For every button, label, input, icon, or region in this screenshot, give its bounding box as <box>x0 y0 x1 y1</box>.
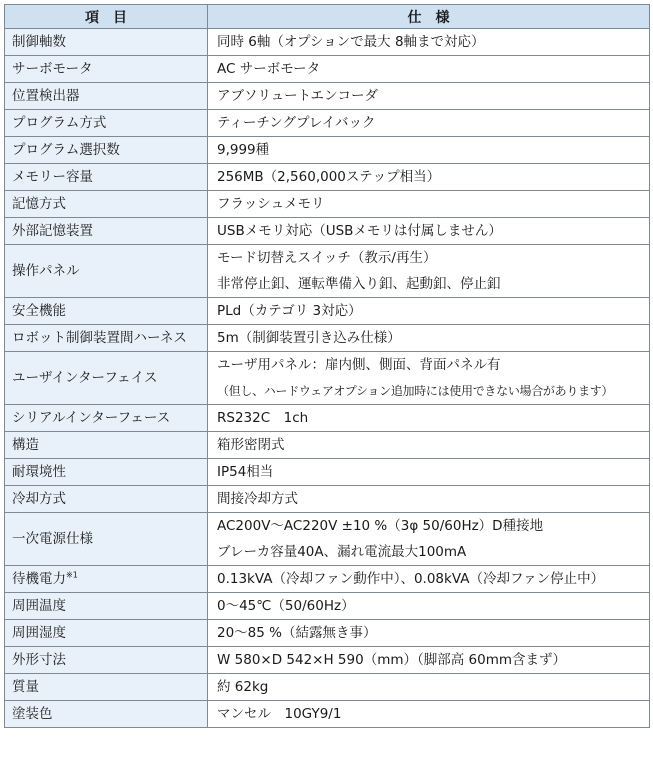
row-label: 待機電力 <box>12 571 66 587</box>
row-value-cell <box>208 513 650 566</box>
row-value-cell <box>208 593 650 620</box>
table-row <box>5 486 650 513</box>
row-value-cell <box>208 405 650 432</box>
row-label: サーボモータ <box>12 61 93 77</box>
row-value-cell <box>208 191 650 218</box>
row-label: 操作パネル <box>12 263 80 279</box>
table-row <box>5 298 650 325</box>
row-value-line: ブレーカ容量40A、漏れ電流最大100mA <box>217 544 467 560</box>
row-value-cell <box>208 137 650 164</box>
table-row <box>5 513 650 566</box>
row-label: 記憶方式 <box>12 196 66 212</box>
row-label: メモリー容量 <box>12 169 93 185</box>
row-label-cell <box>5 566 208 593</box>
table-row <box>5 593 650 620</box>
table-row <box>5 352 650 405</box>
row-value-line: IP54相当 <box>217 464 274 480</box>
row-value-cell <box>208 486 650 513</box>
row-label: ユーザインターフェイス <box>12 370 158 386</box>
row-label-cell <box>5 56 208 83</box>
table-row <box>5 83 650 110</box>
table-row <box>5 405 650 432</box>
row-label-cell <box>5 325 208 352</box>
row-value-line: PLd（カテゴリ 3対応） <box>217 303 362 319</box>
row-label-cell <box>5 83 208 110</box>
row-value-line: 5m（制御装置引き込み仕様） <box>217 330 401 346</box>
column-header-item: 項 目 <box>5 5 208 29</box>
row-label: 外部記憶装置 <box>12 223 93 239</box>
row-label-cell <box>5 513 208 566</box>
row-value-line: USBメモリ対応（USBメモリは付属しません） <box>217 223 502 239</box>
row-value-line: ティーチングプレイバック <box>217 115 376 131</box>
table-row <box>5 191 650 218</box>
row-label: 質量 <box>12 679 39 695</box>
row-label: 耐環境性 <box>12 464 66 480</box>
row-label: 外形寸法 <box>12 652 66 668</box>
row-value-line: ユーザ用パネル：扉内側、側面、背面パネル有 <box>217 357 501 373</box>
row-label: 制御軸数 <box>12 34 66 50</box>
row-value-line: W 580×D 542×H 590（mm）（脚部高 60mm含まず） <box>217 652 567 668</box>
row-value-cell <box>208 298 650 325</box>
row-label: ロボット制御装置間ハーネス <box>12 330 187 346</box>
row-label-cell <box>5 405 208 432</box>
row-value-cell <box>208 29 650 56</box>
row-label-cell <box>5 352 208 405</box>
row-label-cell <box>5 432 208 459</box>
row-value-line: AC200V～AC220V ±10 %（3φ 50/60Hz）D種接地 <box>217 518 544 534</box>
table-row <box>5 29 650 56</box>
row-value-line: アブソリュートエンコーダ <box>217 88 379 104</box>
table-row <box>5 164 650 191</box>
table-row <box>5 325 650 352</box>
row-value-line: 9,999種 <box>217 142 270 158</box>
row-value-line: 256MB（2,560,000ステップ相当） <box>217 169 441 185</box>
row-value-cell <box>208 83 650 110</box>
row-value-cell <box>208 432 650 459</box>
row-label-cell <box>5 110 208 137</box>
row-value-cell <box>208 56 650 83</box>
row-label: プログラム方式 <box>12 115 107 131</box>
table-row <box>5 459 650 486</box>
row-label-cell <box>5 647 208 674</box>
row-label-cell <box>5 29 208 56</box>
table-row <box>5 245 650 298</box>
row-value-line: RS232C 1ch <box>217 410 309 426</box>
row-label: 冷却方式 <box>12 491 66 507</box>
row-label-cell <box>5 701 208 728</box>
row-value-cell <box>208 701 650 728</box>
row-value-cell <box>208 566 650 593</box>
row-value-cell <box>208 325 650 352</box>
row-value-line: 非常停止釦、運転準備入り釦、起動釦、停止釦 <box>217 276 501 292</box>
row-value-cell <box>208 647 650 674</box>
row-value-line: AC サーボモータ <box>217 61 321 77</box>
row-label-cell <box>5 164 208 191</box>
row-label-cell <box>5 593 208 620</box>
table-row <box>5 701 650 728</box>
row-label: 周囲温度 <box>12 598 66 614</box>
footnote-marker: ※1 <box>66 570 78 580</box>
row-label: 周囲湿度 <box>12 625 66 641</box>
row-value-line: モード切替えスイッチ（教示/再生） <box>217 250 437 266</box>
row-label: プログラム選択数 <box>12 142 120 158</box>
row-label-cell <box>5 486 208 513</box>
row-value-line: 間接冷却方式 <box>217 491 298 507</box>
row-value-cell <box>208 620 650 647</box>
row-value-line: 0～45℃（50/60Hz） <box>217 598 355 614</box>
row-value-cell <box>208 459 650 486</box>
table-row <box>5 56 650 83</box>
row-label: 一次電源仕様 <box>12 531 93 547</box>
row-value-cell <box>208 674 650 701</box>
row-label: 安全機能 <box>12 303 66 319</box>
table-row <box>5 137 650 164</box>
row-label-cell <box>5 674 208 701</box>
table-row <box>5 432 650 459</box>
row-value-line: 20～85 %（結露無き事） <box>217 625 377 641</box>
row-value-line: 約 62kg <box>217 679 269 695</box>
row-label-cell <box>5 459 208 486</box>
row-label: 位置検出器 <box>12 88 80 104</box>
row-label: シリアルインターフェース <box>12 410 171 426</box>
row-label-cell <box>5 191 208 218</box>
spec-table <box>4 4 650 728</box>
row-value-line: （但し、ハードウェアオプション追加時には使用できない場合があります） <box>217 384 614 398</box>
table-row <box>5 110 650 137</box>
column-header-spec: 仕 様 <box>208 5 650 29</box>
row-value-cell <box>208 164 650 191</box>
table-header-row <box>5 5 650 29</box>
row-value-line: 同時 6軸（オプションで最大 8軸まで対応） <box>217 34 485 50</box>
row-label: 構造 <box>12 437 39 453</box>
spec-table-body <box>5 29 650 728</box>
table-row <box>5 674 650 701</box>
row-label-cell <box>5 245 208 298</box>
row-value-cell <box>208 110 650 137</box>
row-value-cell <box>208 218 650 245</box>
row-label-cell <box>5 298 208 325</box>
row-label-cell <box>5 620 208 647</box>
row-value-cell <box>208 352 650 405</box>
row-label: 塗装色 <box>12 706 53 722</box>
row-label-cell <box>5 137 208 164</box>
row-value-line: 0.13kVA（冷却ファン動作中）、0.08kVA（冷却ファン停止中） <box>217 571 605 587</box>
row-value-line: 箱形密閉式 <box>217 437 285 453</box>
table-row <box>5 647 650 674</box>
row-value-cell <box>208 245 650 298</box>
table-row <box>5 218 650 245</box>
table-row <box>5 566 650 593</box>
row-value-line: フラッシュメモリ <box>217 196 325 212</box>
table-row <box>5 620 650 647</box>
row-value-line: マンセル 10GY9/1 <box>217 706 342 722</box>
row-label-cell <box>5 218 208 245</box>
